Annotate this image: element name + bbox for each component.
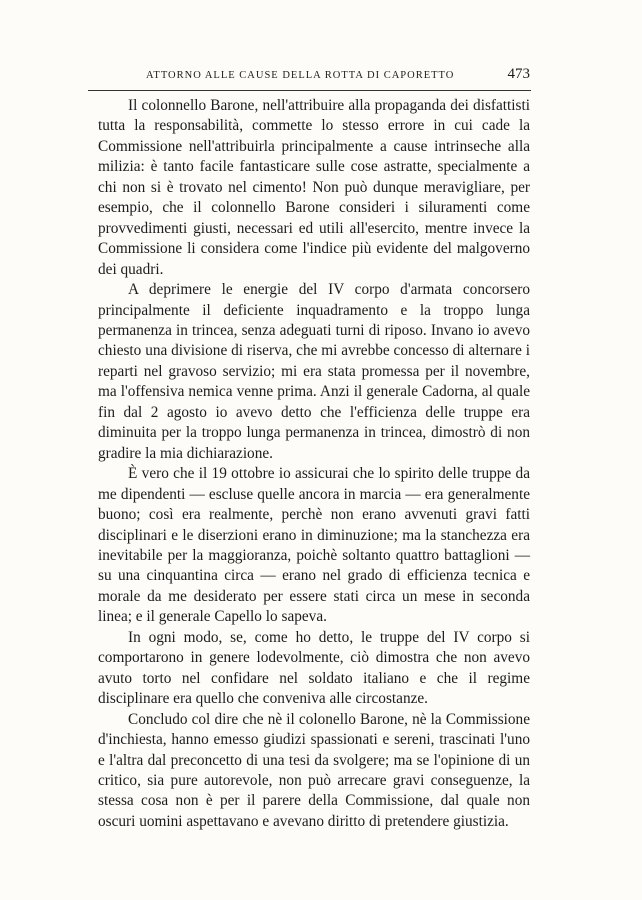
paragraph: È vero che il 19 ottobre io assicurai che lo spirito delle truppe da me dipendenti — escluse quelle ancora in marcia — era generalmente buono; così era realmente, perchè non erano avvenuti gravi fatti disciplinari e le diserzioni erano in diminuzione; ma la stanchezza era inevitabile per la maggioranza, poichè soltanto quattro battaglioni — su una cinquantina circa — erano nel grado di efficienza tecnica e morale da me desiderato per essere stati circa un mese in seconda linea; e il generale Capello lo sapeva. (98, 465, 530, 626)
running-title: ATTORNO ALLE CAUSE DELLA ROTTA DI CAPORETTO (146, 70, 455, 81)
page-number: 473 (507, 66, 530, 82)
paragraph: In ogni modo, se, come ho detto, le truppe del IV corpo si comportarono in genere lodevolmente, ciò dimostra che non avevo avuto torto nel confidare nel soldato italiano e che il regime disciplinare era quello che conveniva alle circostanze. (98, 628, 530, 708)
paragraph: Il colonnello Barone, nell'attribuire alla propaganda dei disfattisti tutta la responsabilità, commette lo stesso errore in cui cade la Commissione nell'attribuirla principalmente a cause intrinseche alla milizia: è tanto facile fantasticare sulle cose astratte, specialmente a chi non si è trovato nel cimento! Non può dunque meravigliare, per esempio, che il colonnello Barone consideri i siluramenti come provvedimenti giusti, necessari ed utili all'esercito, mentre invece la Commissione li considera come l'indice più evidente del malgoverno dei quadri. (98, 97, 530, 278)
paragraph: A deprimere le energie del IV corpo d'armata concorsero principalmente il deficiente inquadramento e la troppo lunga permanenza in trincea, senza adeguati turni di riposo. Invano io avevo chiesto una divisione di riserva, che mi avrebbe concesso di alternare i reparti nel gravoso servizio; mi era stata promessa per il novembre, ma l'offensiva nemica venne prima. Anzi il generale Cadorna, al quale fin dal 2 agosto io avevo detto che l'efficienza delle truppe era diminuita per la troppo lunga permanenza in trincea, dimostrò di non gradire la mia dichiarazione. (98, 281, 530, 462)
paragraph: Concludo col dire che nè il colonello Barone, nè la Commissione d'inchiesta, hanno emesso giudizi spassionati e sereni, trascinati l'uno e l'altra dal preconcetto di una tesi da svolgere; ma se l'opinione di un critico, sia pure autorevole, non può arrecare gravi conseguenze, la stessa cosa non è per il parere della Commissione, dal quale non oscuri uomini aspettavano e avevano diritto di pretendere giustizia. (98, 710, 530, 830)
body-text (98, 96, 530, 832)
header-rule (88, 90, 531, 91)
page-header (90, 66, 530, 86)
